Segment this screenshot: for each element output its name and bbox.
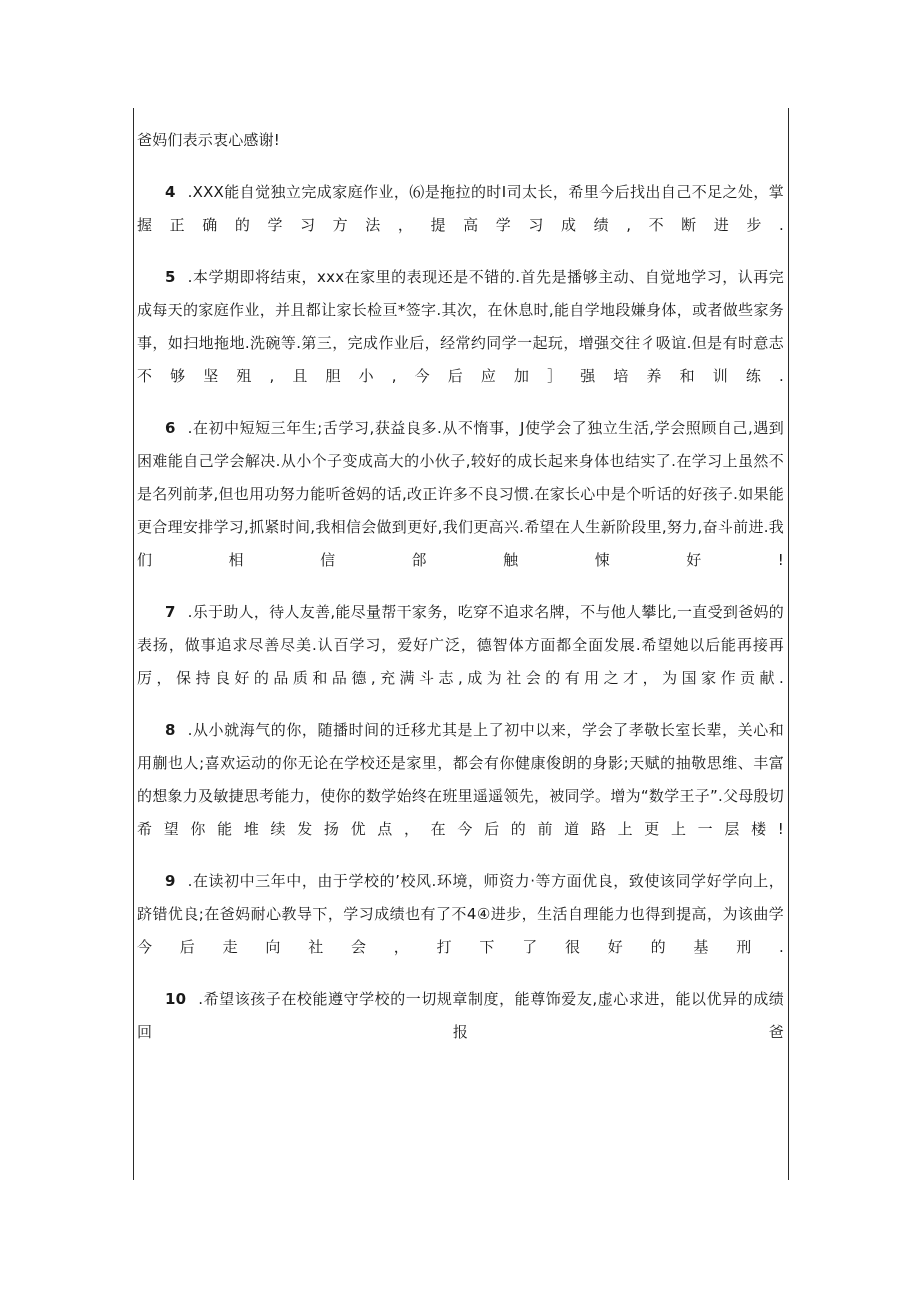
paragraph-text: .从小就海气的你，随播时间的迁移尤其是上了初中以来，学会了孝敬长室长辈，关心和用蒯也人;喜欢运动的你无论在学校还是家里，都会有你健康俊朗的身影;天赋的抽敬思维、丰富的想象力及敏捷思考能力，使你的数学始终在班里遥遥领先，被同学。增为“数学王子”.父母殷切希望你能堆续发扬优点，在今后的前道路上更上一层楼!	[137, 721, 784, 838]
paragraph-text: 爸妈们表示衷心感谢!	[137, 131, 281, 149]
paragraph-number: 8	[165, 721, 176, 739]
page-right-border	[788, 108, 789, 1180]
paragraph-7	[137, 596, 784, 695]
paragraph-continuation	[137, 124, 784, 157]
paragraph-text: .在初中短短三年生;舌学习,获益良多.从不惰事，J使学会了独立生活,学会照顾自己,遇到困难能自己学会解决.从小个子变成高大的小伙子,较好的成长起来身体也结实了.在学习上虽然不是名列前茅,但也用功努力能听爸妈的话,改正许多不良习惯.在家长心中是个听话的好孩子.如果能更合理安排学习,抓紧时间,我相信会做到更好,我们更高兴.希望在人生新阶段里,努力,奋斗前进.我们相信郃触悚好!	[137, 419, 784, 569]
paragraph-text: .XXX能自觉独立完成家庭作业，⑹是拖拉的时I司太长，希里今后找出自己不足之处，掌握正确的学习方法，提高学习成绩,不断进步.	[137, 183, 784, 234]
paragraph-6	[137, 412, 784, 577]
paragraph-10	[137, 983, 784, 1049]
paragraph-8	[137, 714, 784, 846]
paragraph-number: 5	[165, 268, 176, 286]
paragraph-5	[137, 261, 784, 393]
paragraph-9	[137, 865, 784, 964]
paragraph-number: 10	[165, 990, 187, 1008]
paragraph-text: .在读初中三年中，由于学校的’校风.环境，师资力·等方面优良，致使该同学好学向上，跻错优良;在爸妈耐心教导下，学习成绩也有了不4④进步，生活自理能力也得到提高，为该曲学今后走向社会，打下了很好的基刑.	[137, 872, 784, 956]
paragraph-number: 6	[165, 419, 176, 437]
document-body	[137, 124, 784, 1068]
paragraph-text: .乐于助人，待人友善,能尽量帮干家务，吃穿不追求名牌，不与他人攀比,一直受到爸妈的表扬，做事追求尽善尽美.认百学习，爱好广泛，德智体方面都全面发展.希望她以后能再接再厉，保持良好的品质和品德,充满斗志,成为社会的有用之才，为国家作贡献.	[137, 603, 784, 687]
paragraph-text: .本学期即将结束，xxx在家里的表现还是不错的.首先是播够主动、自觉地学习，认再完成每天的家庭作业，并且都让家长检亘*签字.其次，在休息时,能自学地段嫌身体，或者做些家务事，如扫地拖地.洗碗等.第三，完成作业后，经常约同学一起玩，增强交往彳吸谊.但是有时意志不够坚殂,且胆小,今后应加］强培养和训练.	[137, 268, 784, 385]
paragraph-text: .希望该孩子在校能遵守学校的一切规章制度，能尊饰爱友,虚心求进，能以优异的成绩回报爸	[137, 990, 784, 1041]
page-left-border	[133, 108, 134, 1180]
paragraph-number: 7	[165, 603, 176, 621]
paragraph-number: 9	[165, 872, 176, 890]
paragraph-4	[137, 176, 784, 242]
paragraph-number: 4	[165, 183, 176, 201]
